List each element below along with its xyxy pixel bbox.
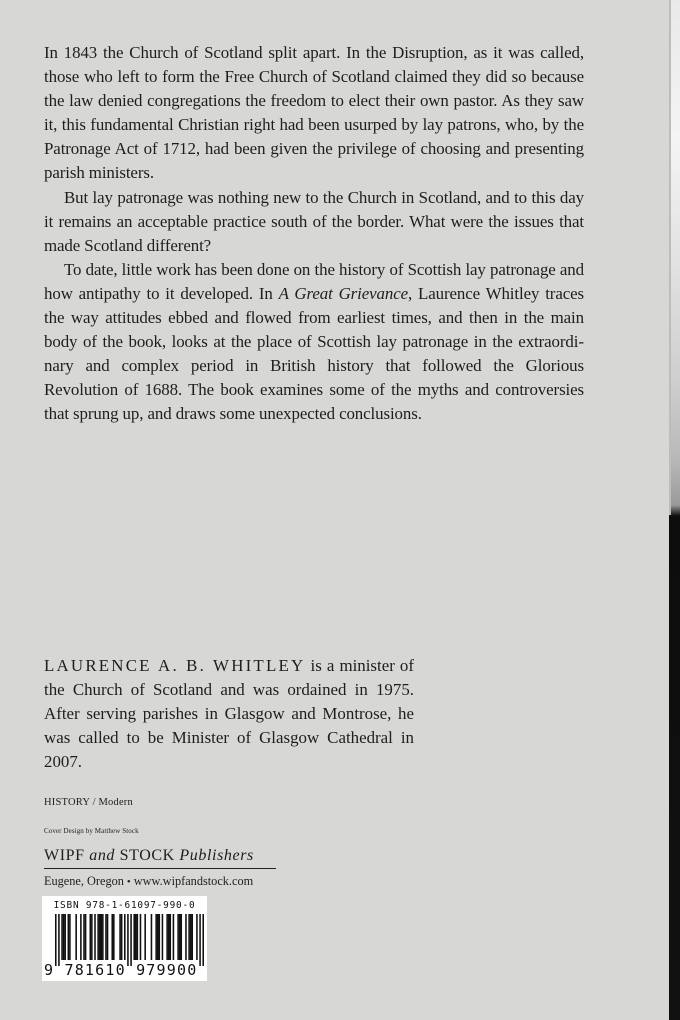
barcode-bar (190, 914, 192, 960)
barcode-bar (169, 914, 171, 960)
barcode-bar (80, 914, 82, 960)
barcode-bar (113, 914, 115, 960)
barcode-bar (111, 914, 113, 960)
blurb-paragraph-2: But lay patronage was nothing new to the Church in Scotland, and to this day it remains an acceptable practice south of the border. What were the issues that made Scotland different? (44, 187, 584, 255)
barcode-bar (91, 914, 93, 960)
barcode-bar (124, 914, 126, 960)
barcode-guard-bar (130, 914, 132, 966)
barcode-bar (97, 914, 99, 960)
bullet-separator: • (126, 876, 131, 888)
barcode-guard-bar (202, 914, 204, 966)
barcode-bar (177, 914, 179, 960)
barcode-bar (185, 914, 187, 960)
blurb-paragraph-3-start: To date, little work has been done on the history of Scottish lay patronage and how antipathy to it developed. In (44, 259, 584, 303)
barcode-bar (155, 914, 157, 960)
isbn-label: ISBN 978-1-61097-990-0 (53, 900, 196, 911)
barcode-bar (75, 914, 77, 960)
blurb-paragraph-3-end: , Laurence Whitley traces the way attitudes ebbed and flowed from earliest times, and then in the main body of the book, looks at the place of Scottish lay patronage in the extraordinary and complex period in British history that followed the Glorious Revolution of 1688. The book examines some of the myths and controversies that sprung up, and draws some unexpected conclusions. (44, 283, 584, 424)
barcode-bar (85, 914, 87, 960)
barcode-bar (100, 914, 102, 960)
publisher-name-stock: STOCK (115, 847, 180, 864)
isbn-barcode (42, 896, 207, 981)
barcode-bars (55, 914, 204, 966)
barcode-bar (107, 914, 109, 960)
barcode-bar (144, 914, 146, 960)
barcode-bar (180, 914, 182, 960)
publisher-address (44, 873, 276, 890)
barcode-bar (61, 914, 63, 960)
publisher-name-and: and (89, 847, 116, 864)
barcode-bar (135, 914, 137, 960)
barcode-bar (157, 914, 159, 960)
publisher-name-publishers: Publishers (179, 847, 254, 864)
barcode-bar (188, 914, 190, 960)
publisher-name-wipf: WIPF (44, 847, 90, 864)
barcode-bar (64, 914, 66, 960)
barcode-bar (162, 914, 164, 960)
book-title: A Great Grievance (278, 283, 409, 303)
barcode-bar (105, 914, 107, 960)
barcode-bar (133, 914, 135, 960)
barcode-bar (159, 914, 161, 960)
barcode-digits: 9 781610 979900 (44, 961, 198, 979)
barcode-bar (68, 914, 70, 960)
cover-design-credit: Cover Design by Matthew Stock (44, 827, 139, 835)
barcode-bar (90, 914, 92, 960)
barcode-bar (63, 914, 65, 960)
barcode-bar (191, 914, 193, 960)
author-bio (44, 654, 414, 774)
barcode-bar (151, 914, 153, 960)
publisher-url: www.wipfandstock.com (133, 874, 254, 888)
publisher-block (44, 847, 276, 890)
barcode-bar (140, 914, 142, 960)
blurb-text (44, 41, 584, 427)
author-bio-text: is a minister of the Church of Scotland and was ordained in 1975. After serving parishes in Glasgow and Montrose, he was called to be Minister of Glasgow Cathedral in 2007. (44, 656, 414, 772)
barcode-bar (94, 914, 96, 960)
barcode-bar (137, 914, 139, 960)
barcode-guard-bar (127, 914, 129, 966)
barcode-bar (121, 914, 123, 960)
publisher-name (44, 847, 276, 869)
barcode-guard-bar (55, 914, 57, 966)
publisher-city: Eugene, Oregon (44, 874, 124, 888)
barcode-bar (69, 914, 71, 960)
barcode-bar (168, 914, 170, 960)
barcode-guard-bar (58, 914, 60, 966)
barcode-bar (173, 914, 175, 960)
subject-category: HISTORY / Modern (44, 797, 133, 808)
barcode-bar (99, 914, 101, 960)
blurb-paragraph-1: In 1843 the Church of Scotland split apart. In the Disruption, as it was called, those who left to form the Free Church of Scotland claimed they did so because the law denied congregations the freedom to elect their own pastor. As they saw it, this fundamental Christian right had been usurped by lay patrons, who, by the Patronage Act of 1712, had been given the privilege of choosing and presenting parish ministers. (44, 43, 584, 183)
barcode-bar (102, 914, 104, 960)
barcode-bar (83, 914, 85, 960)
barcode-bar (119, 914, 121, 960)
barcode-bar (179, 914, 181, 960)
author-name: LAURENCE A. B. WHITLEY (44, 656, 306, 675)
barcode-bar (196, 914, 198, 960)
barcode-bar (166, 914, 168, 960)
cover-edge-photo (669, 0, 680, 1020)
barcode-guard-bar (199, 914, 201, 966)
blurb-paragraph-3 (44, 258, 584, 427)
